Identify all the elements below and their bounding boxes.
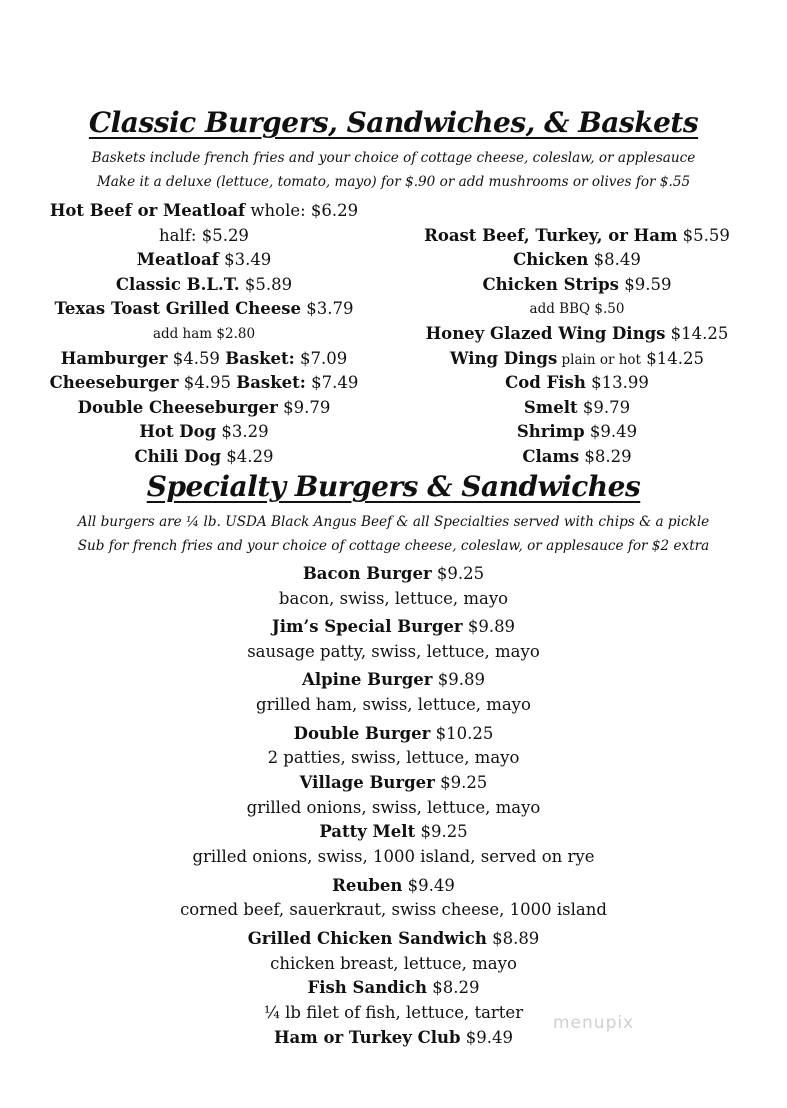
menu-item bbox=[24, 297, 384, 322]
item-price: $10.25 bbox=[430, 723, 494, 743]
classic-section-title: Classic Burgers, Sandwiches, & Baskets bbox=[88, 106, 699, 139]
item-price: $3.79 bbox=[300, 299, 354, 319]
specialty-list bbox=[0, 562, 787, 1050]
menu-item bbox=[24, 199, 384, 224]
menupix-watermark: menupix bbox=[553, 1013, 635, 1033]
item-price: half: $5.29 bbox=[159, 225, 249, 245]
menu-item bbox=[404, 273, 750, 298]
item-description: sausage patty, swiss, lettuce, mayo bbox=[247, 641, 540, 661]
item-name: Bacon Burger bbox=[302, 564, 432, 583]
item-name: Hamburger bbox=[60, 348, 168, 368]
menu-item bbox=[404, 248, 750, 273]
item-price: $4.95 bbox=[178, 373, 237, 393]
menu-item bbox=[404, 396, 750, 421]
menu-item bbox=[24, 396, 384, 421]
item-price: $9.89 bbox=[432, 670, 485, 690]
specialty-note-burgers: All burgers are ¼ lb. USDA Black Angus Beef & all Specialties served with chips & a pickle bbox=[77, 514, 710, 530]
menu-item bbox=[404, 371, 750, 396]
item-price: $9.49 bbox=[402, 875, 455, 895]
item-basket-label: Basket: bbox=[225, 348, 295, 368]
item-name: Chicken Strips bbox=[482, 274, 619, 294]
item-price: $3.29 bbox=[216, 422, 269, 442]
specialty-item bbox=[0, 1026, 787, 1051]
item-price: $9.25 bbox=[415, 822, 468, 842]
item-description: bacon, swiss, lettuce, mayo bbox=[278, 588, 509, 608]
item-name: Wing Dings bbox=[450, 348, 558, 368]
item-name: Alpine Burger bbox=[302, 670, 433, 690]
item-price: $13.99 bbox=[585, 373, 649, 393]
menu-addon: add ham $2.80 bbox=[152, 325, 256, 342]
item-price: $9.25 bbox=[431, 564, 485, 583]
menu-item bbox=[404, 224, 750, 249]
item-name: Double Burger bbox=[293, 723, 431, 743]
classic-left-column bbox=[24, 199, 384, 470]
item-price: $9.59 bbox=[618, 274, 672, 294]
item-name: Patty Melt bbox=[319, 822, 416, 842]
specialty-item bbox=[0, 668, 787, 693]
item-basket-price: $7.09 bbox=[294, 348, 348, 368]
menu-item bbox=[404, 445, 750, 470]
item-price: $8.29 bbox=[579, 446, 632, 466]
specialty-section-title: Specialty Burgers & Sandwiches bbox=[146, 470, 641, 503]
item-name: Roast Beef, Turkey, or Ham bbox=[424, 225, 678, 245]
classic-note-baskets: Baskets include french fries and your choice of cottage cheese, coleslaw, or applesauce bbox=[91, 150, 696, 166]
item-price: $14.25 bbox=[665, 323, 729, 343]
item-price: $9.49 bbox=[460, 1027, 514, 1047]
item-name: Classic B.L.T. bbox=[115, 274, 240, 294]
item-name: Ham or Turkey Club bbox=[273, 1027, 461, 1047]
menu-item bbox=[24, 371, 384, 396]
item-name: Double Cheeseburger bbox=[77, 397, 278, 417]
specialty-item bbox=[0, 820, 787, 845]
specialty-item bbox=[0, 874, 787, 899]
item-description: grilled ham, swiss, lettuce, mayo bbox=[256, 695, 531, 715]
item-description: corned beef, sauerkraut, swiss cheese, 1000 island bbox=[180, 900, 607, 920]
item-price: $9.25 bbox=[434, 772, 488, 792]
item-description: grilled onions, swiss, 1000 island, served on rye bbox=[192, 847, 595, 867]
item-name: Cod Fish bbox=[505, 373, 586, 393]
specialty-item bbox=[0, 976, 787, 1001]
item-name: Jim’s Special Burger bbox=[271, 617, 463, 637]
specialty-item bbox=[0, 927, 787, 952]
menu-item bbox=[404, 347, 750, 372]
menu-item bbox=[24, 420, 384, 445]
specialty-item bbox=[0, 615, 787, 640]
menu-item bbox=[404, 420, 750, 445]
item-name: Texas Toast Grilled Cheese bbox=[54, 299, 301, 319]
item-price: $5.89 bbox=[239, 274, 293, 294]
item-name: Fish Sandich bbox=[307, 978, 427, 998]
item-option: plain or hot bbox=[557, 351, 641, 368]
item-price: $9.79 bbox=[277, 397, 331, 417]
item-name: Chicken bbox=[513, 250, 589, 270]
item-description: 2 patties, swiss, lettuce, mayo bbox=[267, 748, 520, 768]
specialty-item bbox=[0, 771, 787, 796]
menu-addon: add BBQ $.50 bbox=[529, 301, 625, 318]
menu-item bbox=[404, 322, 750, 347]
menu-item bbox=[24, 347, 384, 372]
item-name: Hot Dog bbox=[139, 422, 217, 442]
classic-note-deluxe: Make it a deluxe (lettuce, tomato, mayo) for $.90 or add mushrooms or olives for $.55 bbox=[96, 174, 691, 190]
item-description: chicken breast, lettuce, mayo bbox=[270, 953, 517, 973]
specialty-item bbox=[0, 722, 787, 747]
item-price: $14.25 bbox=[640, 348, 704, 368]
item-price: $9.89 bbox=[462, 617, 516, 637]
item-price: $9.79 bbox=[577, 397, 631, 417]
menu-item bbox=[24, 445, 384, 470]
item-name: Village Burger bbox=[299, 772, 435, 792]
item-description: grilled onions, swiss, lettuce, mayo bbox=[246, 797, 541, 817]
item-name: Meatloaf bbox=[136, 250, 219, 270]
item-name: Clams bbox=[522, 446, 580, 466]
item-name: Reuben bbox=[332, 875, 403, 895]
item-name: Honey Glazed Wing Dings bbox=[425, 323, 666, 343]
item-price: $3.49 bbox=[218, 250, 272, 270]
item-basket-price: $7.49 bbox=[305, 373, 359, 393]
item-price: whole: $6.29 bbox=[245, 201, 359, 220]
item-price: $9.49 bbox=[584, 422, 638, 442]
item-price: $4.29 bbox=[221, 446, 274, 466]
item-name: Grilled Chicken Sandwich bbox=[247, 928, 487, 948]
item-description: ¼ lb filet of fish, lettuce, tarter bbox=[263, 1002, 524, 1022]
item-name: Hot Beef or Meatloaf bbox=[49, 201, 246, 220]
item-basket-label: Basket: bbox=[236, 373, 306, 393]
item-name: Cheeseburger bbox=[49, 373, 179, 393]
item-name: Chili Dog bbox=[134, 446, 222, 466]
item-name: Shrimp bbox=[516, 422, 585, 442]
item-price: $8.29 bbox=[426, 978, 480, 998]
menu-item bbox=[24, 248, 384, 273]
menu-item bbox=[24, 224, 384, 249]
item-name: Smelt bbox=[523, 397, 578, 417]
item-price: $8.49 bbox=[588, 250, 641, 270]
item-price: $4.59 bbox=[167, 348, 226, 368]
item-price: $8.89 bbox=[486, 928, 540, 948]
item-price: $5.59 bbox=[677, 225, 730, 245]
specialty-item bbox=[0, 562, 787, 587]
menu-item bbox=[24, 273, 384, 298]
classic-right-column bbox=[404, 224, 750, 470]
specialty-note-sub: Sub for french fries and your choice of cottage cheese, coleslaw, or applesauce for $2 extra bbox=[77, 538, 710, 554]
